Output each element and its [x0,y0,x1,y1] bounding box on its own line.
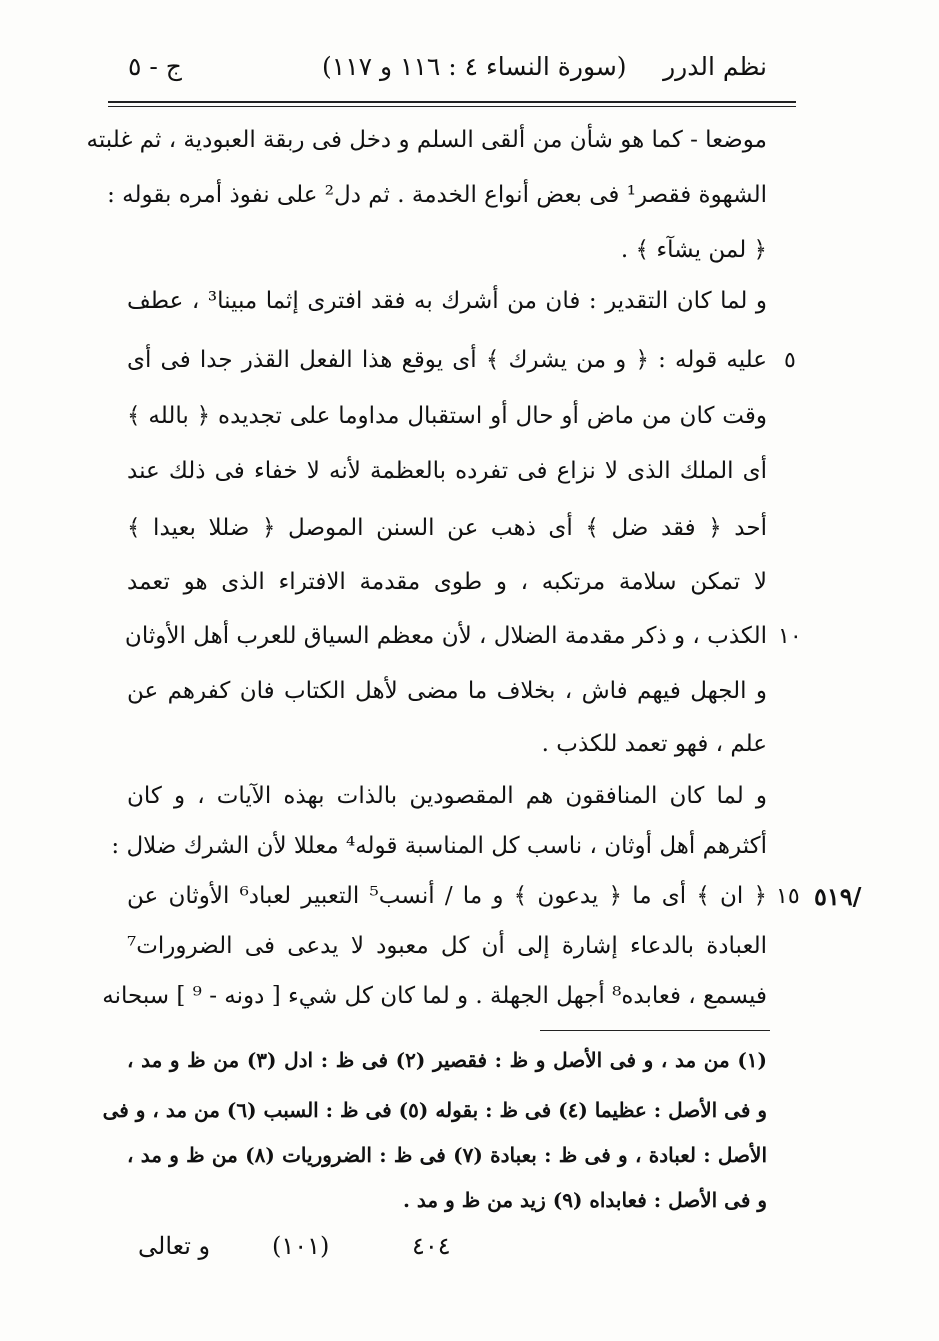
line-number: ٥ [784,348,796,373]
text-line: لا تمكن سلامة مرتكبه ، و طوى مقدمة الافتراء الذى هو تعمد [127,569,767,595]
text-line: الشهوة فقصر¹ فى بعض أنواع الخدمة . ثم دل² على نفوذ أمره بقوله : [107,182,767,208]
text-line: و لما كان المنافقون هم المقصودين بالذات بهذه الآيات ، و كان [127,783,767,809]
footnote-line: (١) من مد ، و فى الأصل و ظ : فقصير (٢) فى ظ : ادل (٣) من ظ و مد ، [127,1048,768,1072]
footnote-separator [540,1030,770,1031]
text-line: عليه قوله : ﴿ و من يشرك ﴾ أى يوقع هذا الفعل القذر جدا فى أى [127,347,767,373]
text-line: أكثرهم أهل أوثان ، ناسب كل المناسبة قوله⁴ معللا لأن الشرك ضلال : [111,833,767,859]
manuscript-folio-marker: ٥١٩/ [814,882,862,911]
footnote-line: و فى الأصل : فعابداه (٩) زيد من ظ و مد . [402,1188,767,1212]
text-line: وقت كان من ماض أو حال أو استقبال مداوما على تجديده ﴿ بالله ﴾ [127,403,767,429]
surah-reference: (سورة النساء ٤ : ١١٦ و ١١٧) [322,52,627,81]
footnote-line: و فى الأصل : عظيما (٤) فى ظ : بقوله (٥) فى ظ : السبب (٦) من مد ، و فى [102,1098,767,1122]
text-line: و الجهل فيهم فاش ، بخلاف ما مضى لأهل الكتاب فان كفرهم عن [127,678,767,704]
signature-mark: (١٠١) [272,1232,330,1260]
text-line: علم ، فهو تعمد للكذب . [541,731,767,757]
line-number: ١٠ [778,624,802,649]
text-line: أحد ﴿ فقد ضل ﴾ أى ذهب عن السنن الموصل ﴿ ضللا بعيدا ﴾ [127,515,767,541]
text-line: الكذب ، و ذكر مقدمة الضلال ، لأن معظم السياق للعرب أهل الأوثان [124,623,767,649]
catchword: و تعالى [138,1232,211,1260]
book-title: نظم الدرر [663,52,767,81]
text-line: العبادة بالدعاء إشارة إلى أن كل معبود لا يدعى فى الضرورات⁷ [127,933,767,959]
volume-label: ج - ٥ [128,52,182,81]
text-line: أى الملك الذى لا نزاع فى تفرده بالعظمة لأنه لا خفاء فى ذلك عند [127,458,767,484]
text-line: و لما كان التقدير : فان من أشرك به فقد افترى إثما مبينا³ ، عطف [127,288,767,314]
footnote-line: الأصل : لعبادة ، و فى ظ : بعبادة (٧) فى ظ : الضروريات (٨) من ظ و مد ، [127,1143,768,1167]
text-line: ﴿ لمن يشآء ﴾ . [620,237,767,263]
header-rule [108,101,796,103]
line-number: ١٥ [776,884,800,909]
page-number: ٤٠٤ [412,1232,451,1260]
text-line: فيسمع ، فعابده⁸ أجهل الجهلة . و لما كان كل شيء [ دونه - ⁹ ] سبحانه [102,983,767,1009]
header-rule-thin [108,106,796,107]
text-line: موضعا - كما هو شأن من ألقى السلم و دخل فى ربقة العبودية ، ثم غلبته [86,127,767,153]
text-line: ﴿ ان ﴾ أى ما ﴿ يدعون ﴾ و ما / أنسب⁵ التعبير لعباد⁶ الأوثان عن [127,883,767,909]
